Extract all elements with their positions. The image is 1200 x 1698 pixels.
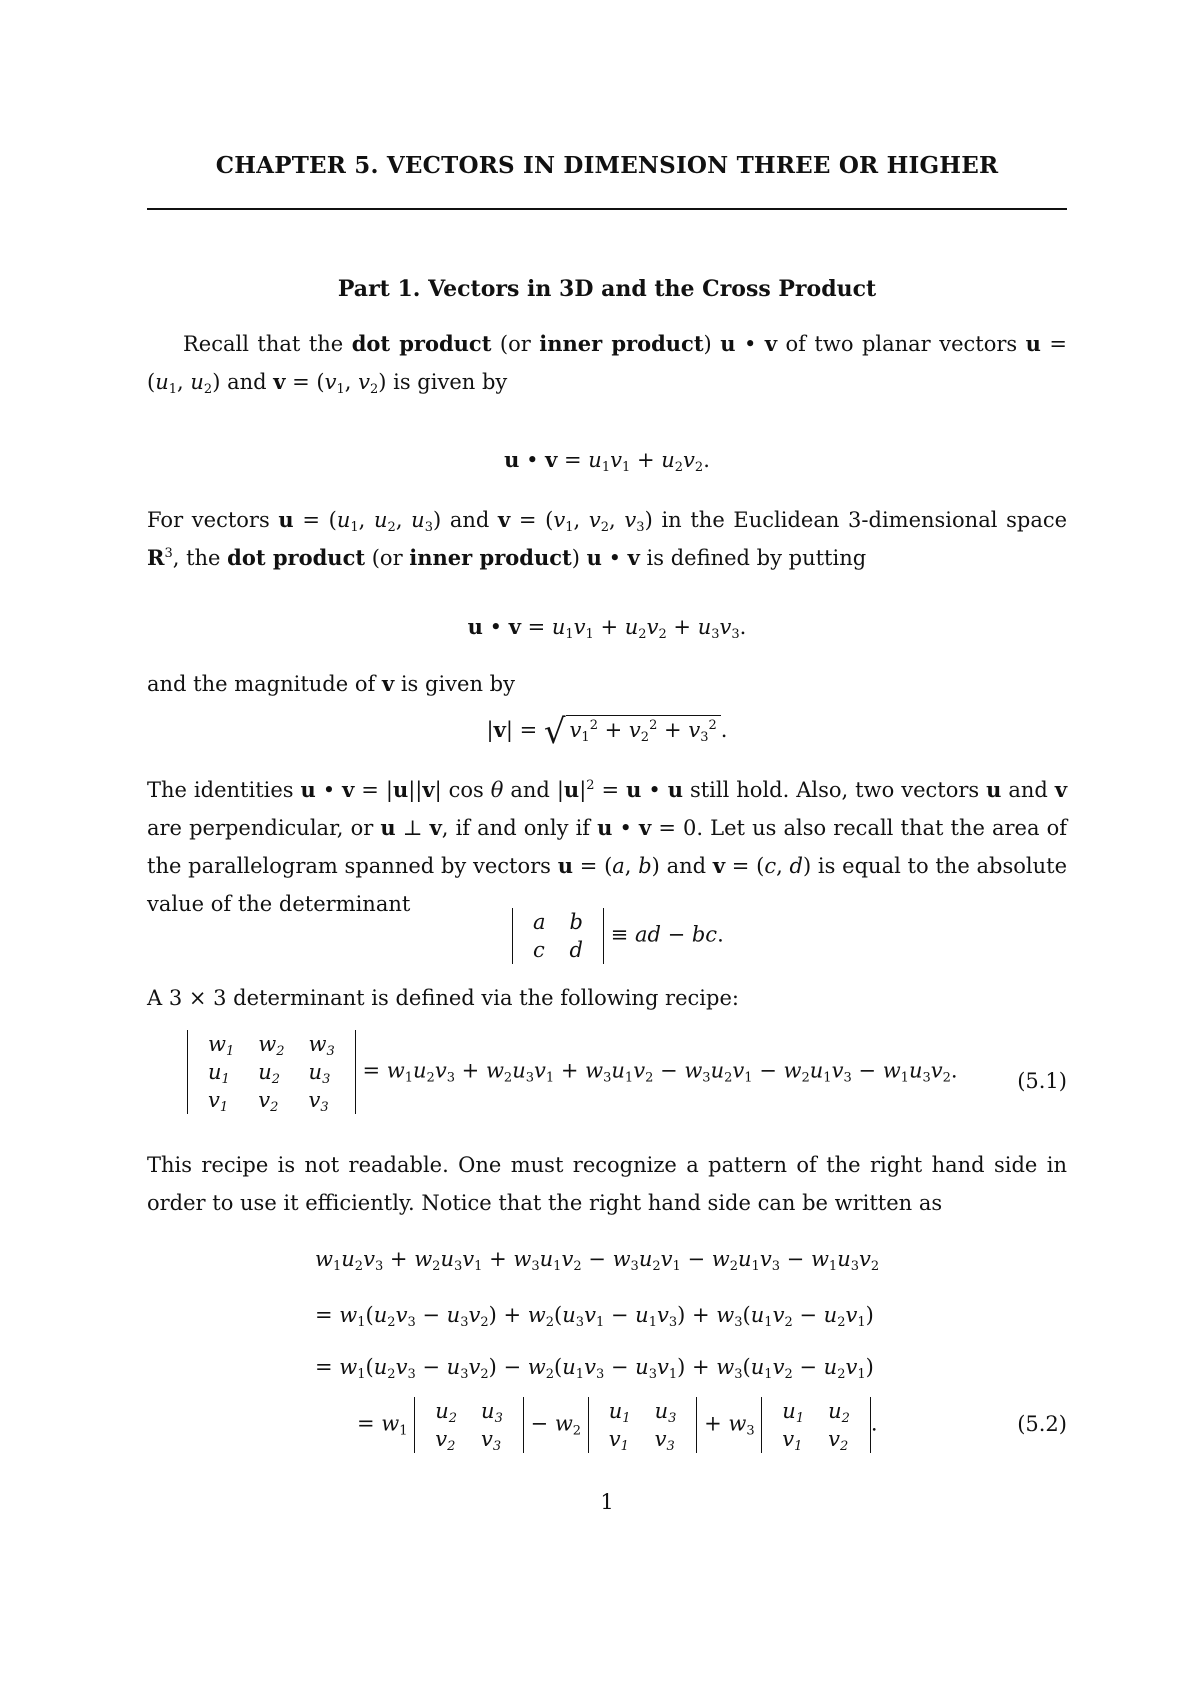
equation-number-5-2: (5.2) xyxy=(1017,1412,1067,1436)
equation-number-5-1: (5.1) xyxy=(1017,1069,1067,1093)
section-title: Part 1. Vectors in 3D and the Cross Product xyxy=(337,276,877,302)
paragraph-identities: The identities u • v = |u||v| cos θ and $|u|^2 = u$ • u still hold. Also, two vectors u and v are perpendicular, or u ⊥ v, if and only if u • v = 0. Let us also recall that the area of the parallelogram spanned by vectors u = (a, b) and v = (c, d) is equal to the absolute value of the determinant xyxy=(147,777,1068,916)
equation-expand-line-1: $w_1u_2v_3 + w_2u_3v_1 + w_3u_1v_2 - w_3u_2v_1 - w_2u_1v_3 - w_1u_3v_2$ xyxy=(315,1247,880,1274)
equation-dot-2d: u • $v = u_1v_1 + u_2v_2$. xyxy=(504,447,710,475)
page-number: 1 xyxy=(600,1490,614,1514)
paragraph-magnitude: and the magnitude of v is given by xyxy=(147,671,515,696)
paragraph-dot-product-planar: Recall that the dot product (or inner product) u • v of two planar vectors $u = (u_1$, $u_2$) and $v = (v_1$, $v_2$) is given by xyxy=(147,331,1067,397)
equation-expand-line-2: = $w_1(u_2v_3 - u_3v_2) + w_2(u_3v_1 - u_1v_3) + w_3(u_1v_2 - u_2v_1)$ xyxy=(315,1303,874,1330)
paragraph-recipe-note: This recipe is not readable. One must recognize a pattern of the right hand side in order to use it efficiently. Notice that the right hand side can be written as xyxy=(147,1153,1067,1215)
running-head: CHAPTER 5. VECTORS IN DIMENSION THREE OR HIGHER xyxy=(215,152,999,179)
header-rule xyxy=(147,208,1067,210)
equation-expand-line-4: = $w_1$ $u_2$ $u_3$ $v_2$ $v_3$ − $w_2$ $u_1$ $u_3$ $v_1$ $v_3$ + $w_3$ $u_1$ $u_2$ $v_1$ $v_2$ . xyxy=(357,1399,878,1454)
equation-3x3-determinant: $w_1$ $w_2$ $w_3$ $u_1$ $u_2$ $u_3$ $v_1$ $v_2$ $v_3$ = $w_1u_2v_3 + w_2u_3v_1 + w_3u_1v_2 - w_3u_2v_1 - w_2u_1v_3 - w_1u_3v_2$. xyxy=(187,1030,958,1114)
equation-2x2-determinant: a b c d ≡ ad − bc. xyxy=(512,908,724,964)
equation-dot-3d: u • $v = u_1v_1 + u_2v_2 + u_3v_3$. xyxy=(467,614,747,642)
equation-magnitude: |v| = √ $v_1^2 + v_2^2 + v_3^2$ . xyxy=(486,712,728,752)
equation-expand-line-3: = $w_1(u_2v_3 - u_3v_2) - w_2(u_1v_3 - u_3v_1) + w_3(u_1v_2 - u_2v_1)$ xyxy=(315,1355,874,1382)
paragraph-dot-product-3d: For vectors $u = (u_1$, $u_2$, $u_3$) and $v = (v_1$, $v_2$, $v_3$) in the Euclidean 3-dimensional space $R^3$, the dot product (or inner product) u • v is defined by putting xyxy=(147,507,1068,570)
paragraph-3x3-intro: A 3 × 3 determinant is defined via the following recipe: xyxy=(147,986,739,1010)
